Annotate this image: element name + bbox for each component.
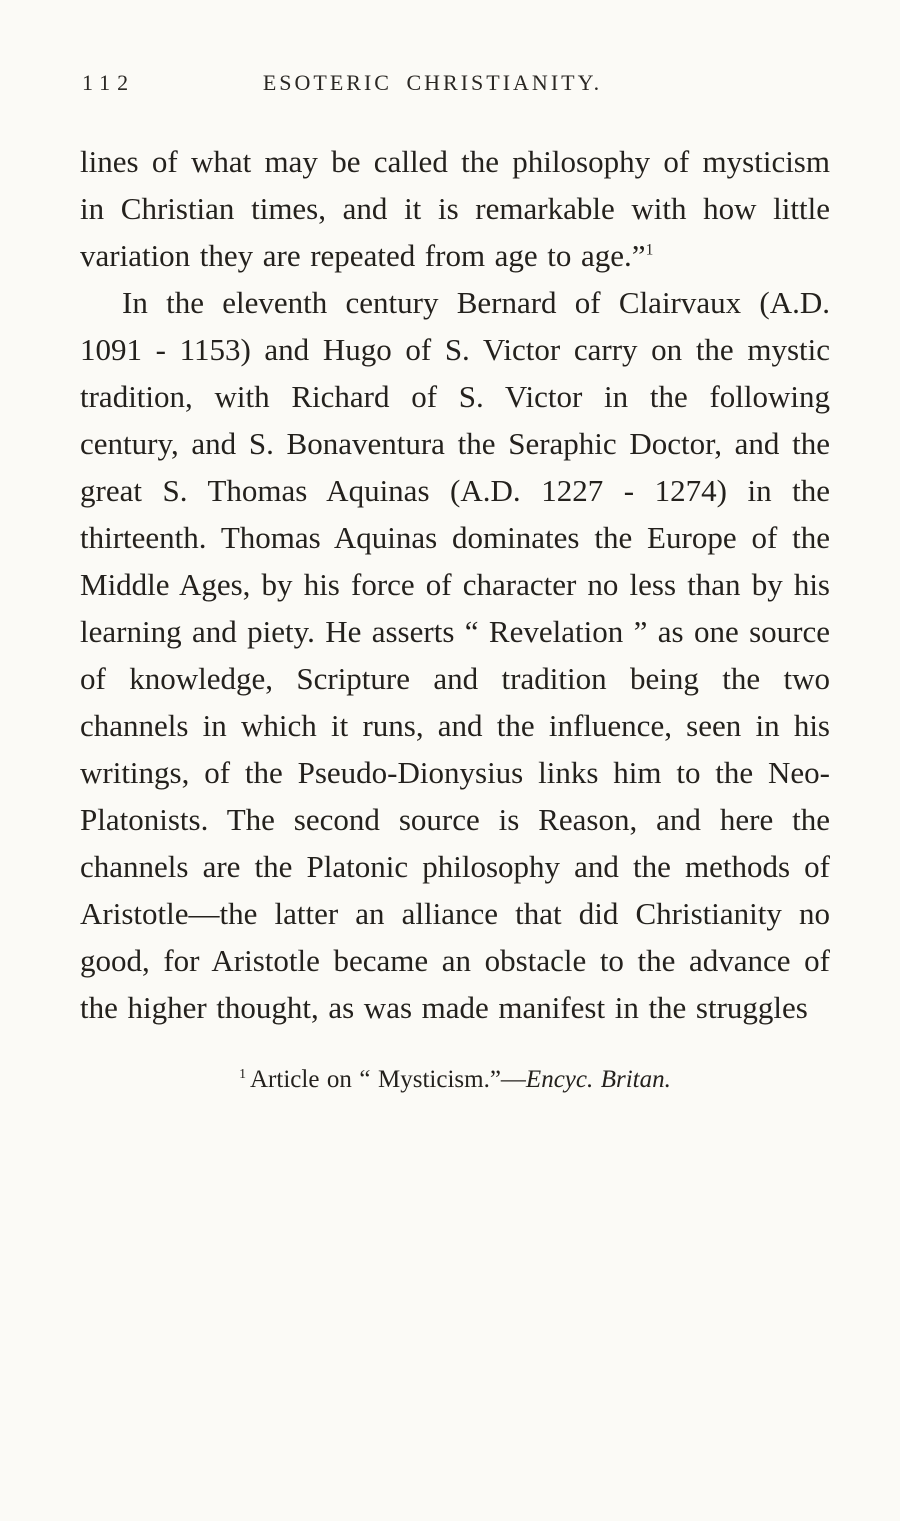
- footnote-text: Article on “ Mysticism.”—: [250, 1066, 526, 1093]
- page-body: [80, 138, 830, 1031]
- footnote: [80, 1063, 830, 1097]
- footnote-source: Encyc. Britan.: [525, 1066, 671, 1093]
- running-title: ESOTERIC CHRISTIANITY.: [262, 70, 603, 95]
- paragraph: [80, 279, 830, 1031]
- footnote-reference: 1: [645, 241, 654, 259]
- footnote-marker: 1: [239, 1065, 246, 1081]
- page-header: [80, 70, 830, 102]
- paragraph-text: lines of what may be called the philosophy of mysticism in Christian times, and it is remarkable with how little variation they are repeated from age to age.”: [80, 144, 830, 273]
- paragraph: [80, 138, 830, 279]
- paragraph-text: In the eleventh century Bernard of Clairvaux (A.D. 1091 - 1153) and Hugo of S. Victor carry on the mystic tradition, with Richard of S. Victor in the following century, and S. Bonaventura the Seraphic Doctor, and the great S. Thomas Aquinas (A.D. 1227 - 1274) in the thirteenth. Thomas Aquinas dominates the Europe of the Middle Ages, by his force of character no less than by his learning and piety. He asserts “ Revelation ” as one source of knowledge, Scripture and tradition being the two channels in which it runs, and the influence, seen in his writings, of the Pseudo-Dionysius links him to the Neo-Platonists. The second source is Reason, and here the channels are the Platonic philosophy and the methods of Aristotle—the latter an alliance that did Christianity no good, for Aristotle became an obstacle to the advance of the higher thought, as was made manifest in the struggles: [80, 285, 830, 1025]
- page-number: 112: [82, 70, 136, 95]
